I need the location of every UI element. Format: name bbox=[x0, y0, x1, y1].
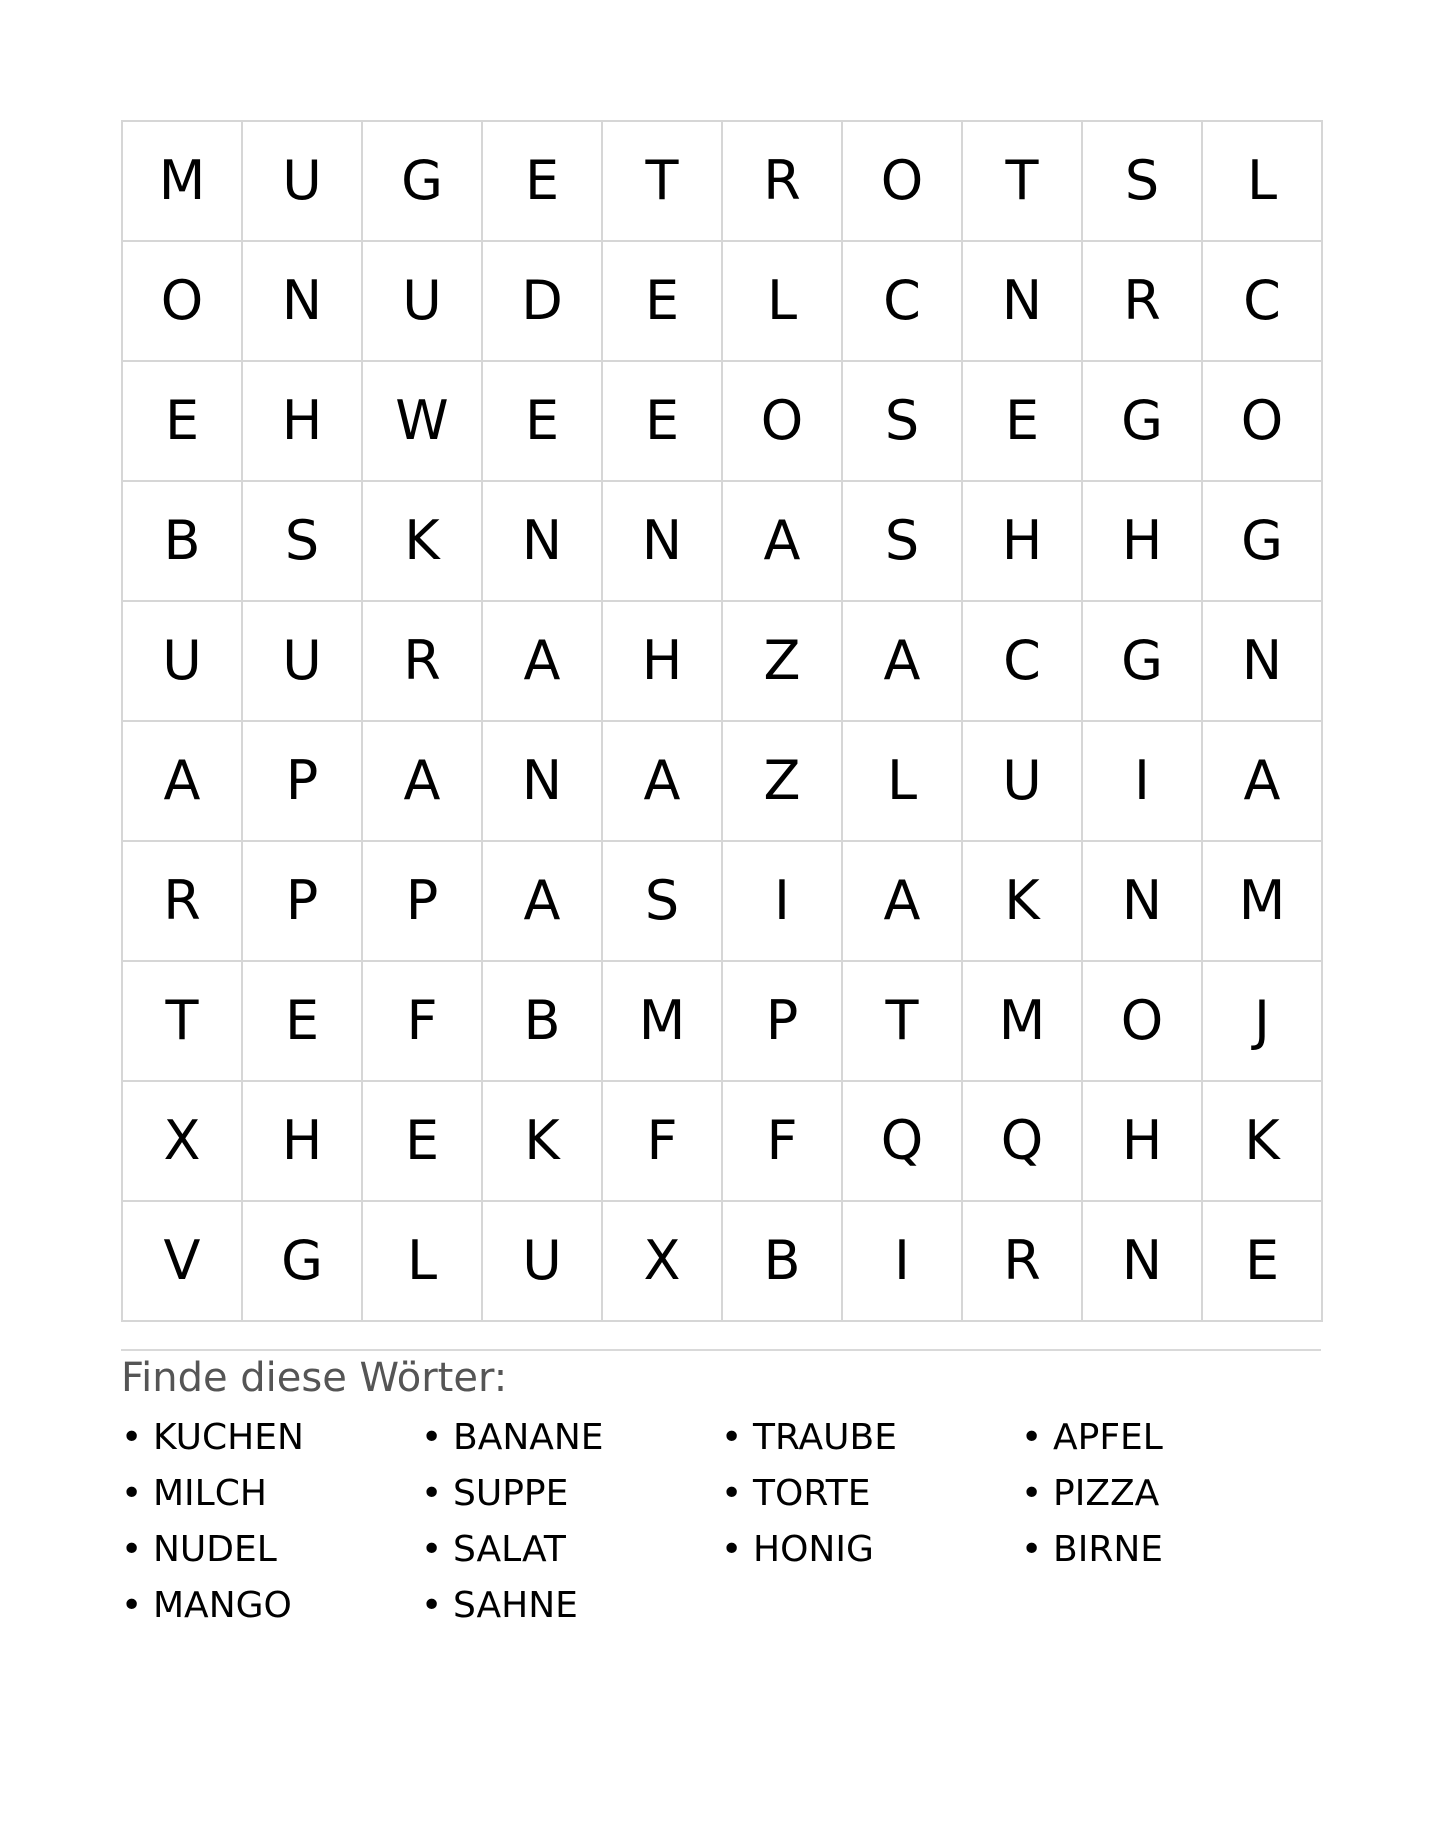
grid-cell[interactable]: L bbox=[1203, 122, 1323, 242]
word-list-item bbox=[121, 1410, 421, 1466]
word-list-item bbox=[721, 1466, 1021, 1522]
grid-cell[interactable]: K bbox=[1203, 1082, 1323, 1202]
grid-cell[interactable]: L bbox=[723, 242, 843, 362]
grid-cell[interactable]: U bbox=[243, 602, 363, 722]
grid-cell[interactable]: Q bbox=[963, 1082, 1083, 1202]
grid-cell[interactable]: M bbox=[123, 122, 243, 242]
grid-cell[interactable]: F bbox=[603, 1082, 723, 1202]
grid-cell[interactable]: N bbox=[603, 482, 723, 602]
word-label: NUDEL bbox=[153, 1529, 277, 1570]
word-list-item bbox=[421, 1578, 721, 1634]
grid-cell[interactable]: A bbox=[723, 482, 843, 602]
bullet-icon: • bbox=[121, 1417, 143, 1458]
grid-cell[interactable]: P bbox=[243, 722, 363, 842]
grid-cell[interactable]: F bbox=[363, 962, 483, 1082]
grid-cell[interactable]: A bbox=[363, 722, 483, 842]
grid-cell[interactable]: W bbox=[363, 362, 483, 482]
grid-cell[interactable]: E bbox=[1203, 1202, 1323, 1322]
grid-cell[interactable]: X bbox=[123, 1082, 243, 1202]
grid-cell[interactable]: O bbox=[1203, 362, 1323, 482]
bullet-icon: • bbox=[421, 1417, 443, 1458]
grid-cell[interactable]: P bbox=[363, 842, 483, 962]
grid-cell[interactable]: S bbox=[843, 482, 963, 602]
word-list-item bbox=[121, 1466, 421, 1522]
grid-cell[interactable]: Z bbox=[723, 602, 843, 722]
grid-cell[interactable]: N bbox=[1083, 842, 1203, 962]
grid-cell[interactable]: P bbox=[723, 962, 843, 1082]
grid-cell[interactable]: N bbox=[483, 482, 603, 602]
grid-cell[interactable]: N bbox=[243, 242, 363, 362]
grid-cell[interactable]: K bbox=[483, 1082, 603, 1202]
grid-cell[interactable]: A bbox=[843, 842, 963, 962]
bullet-icon: • bbox=[121, 1529, 143, 1570]
bullet-icon: • bbox=[1021, 1473, 1043, 1514]
grid-cell[interactable]: D bbox=[483, 242, 603, 362]
grid-cell[interactable]: B bbox=[123, 482, 243, 602]
grid-cell[interactable]: S bbox=[1083, 122, 1203, 242]
grid-cell[interactable]: J bbox=[1203, 962, 1323, 1082]
divider bbox=[121, 1349, 1321, 1351]
grid-cell[interactable]: O bbox=[723, 362, 843, 482]
grid-cell[interactable]: L bbox=[843, 722, 963, 842]
grid-cell[interactable]: T bbox=[843, 962, 963, 1082]
grid-cell[interactable]: T bbox=[603, 122, 723, 242]
bullet-icon: • bbox=[721, 1417, 743, 1458]
grid-cell[interactable]: E bbox=[243, 962, 363, 1082]
grid-cell[interactable]: R bbox=[963, 1202, 1083, 1322]
bullet-icon: • bbox=[121, 1585, 143, 1626]
grid-cell[interactable]: C bbox=[843, 242, 963, 362]
word-label: BANANE bbox=[453, 1417, 604, 1458]
grid-cell[interactable]: H bbox=[243, 362, 363, 482]
bullet-icon: • bbox=[1021, 1529, 1043, 1570]
grid-cell[interactable]: B bbox=[483, 962, 603, 1082]
bullet-icon: • bbox=[721, 1473, 743, 1514]
grid-cell[interactable]: M bbox=[963, 962, 1083, 1082]
word-list-item bbox=[721, 1410, 1021, 1466]
word-label: KUCHEN bbox=[153, 1417, 304, 1458]
grid-cell[interactable]: K bbox=[363, 482, 483, 602]
word-list-item bbox=[1021, 1522, 1321, 1578]
grid-cell[interactable]: C bbox=[963, 602, 1083, 722]
bullet-icon: • bbox=[721, 1529, 743, 1570]
grid-cell[interactable]: E bbox=[963, 362, 1083, 482]
grid-cell[interactable]: S bbox=[603, 842, 723, 962]
word-list-item bbox=[1021, 1410, 1321, 1466]
word-list-item bbox=[421, 1522, 721, 1578]
grid-cell[interactable]: H bbox=[243, 1082, 363, 1202]
bullet-icon: • bbox=[421, 1585, 443, 1626]
grid-cell[interactable]: P bbox=[243, 842, 363, 962]
grid-cell[interactable]: L bbox=[363, 1202, 483, 1322]
grid-cell[interactable]: E bbox=[603, 362, 723, 482]
grid-cell[interactable]: I bbox=[723, 842, 843, 962]
grid-cell[interactable]: F bbox=[723, 1082, 843, 1202]
grid-cell[interactable]: R bbox=[363, 602, 483, 722]
grid-cell[interactable]: G bbox=[1083, 602, 1203, 722]
grid-cell[interactable]: N bbox=[1083, 1202, 1203, 1322]
grid-cell[interactable]: O bbox=[123, 242, 243, 362]
word-list-item bbox=[721, 1522, 1021, 1578]
grid-cell[interactable]: I bbox=[843, 1202, 963, 1322]
grid-cell[interactable]: S bbox=[243, 482, 363, 602]
grid-cell[interactable]: T bbox=[963, 122, 1083, 242]
grid-cell[interactable]: U bbox=[123, 602, 243, 722]
grid-cell[interactable]: R bbox=[1083, 242, 1203, 362]
word-label: TRAUBE bbox=[753, 1417, 897, 1458]
grid-cell[interactable]: I bbox=[1083, 722, 1203, 842]
word-list-item bbox=[421, 1466, 721, 1522]
grid-cell[interactable]: E bbox=[363, 1082, 483, 1202]
grid-cell[interactable]: E bbox=[123, 362, 243, 482]
grid-cell[interactable]: E bbox=[483, 362, 603, 482]
bullet-icon: • bbox=[121, 1473, 143, 1514]
grid-cell[interactable]: H bbox=[1083, 1082, 1203, 1202]
grid-cell[interactable]: Q bbox=[843, 1082, 963, 1202]
word-list-item bbox=[1021, 1466, 1321, 1522]
grid-cell[interactable]: M bbox=[1203, 842, 1323, 962]
word-list-item bbox=[121, 1522, 421, 1578]
grid-cell[interactable]: N bbox=[963, 242, 1083, 362]
word-label: APFEL bbox=[1053, 1417, 1163, 1458]
letter-grid bbox=[121, 120, 1323, 1322]
grid-cell[interactable]: A bbox=[843, 602, 963, 722]
word-list bbox=[121, 1410, 1321, 1634]
grid-cell[interactable]: G bbox=[363, 122, 483, 242]
grid-cell[interactable]: N bbox=[1203, 602, 1323, 722]
grid-cell[interactable]: U bbox=[363, 242, 483, 362]
word-list-item bbox=[421, 1410, 721, 1466]
grid-cell[interactable]: S bbox=[843, 362, 963, 482]
grid-cell[interactable]: R bbox=[123, 842, 243, 962]
word-label: SUPPE bbox=[453, 1473, 569, 1514]
grid-cell[interactable]: T bbox=[123, 962, 243, 1082]
grid-cell[interactable]: G bbox=[243, 1202, 363, 1322]
grid-cell[interactable]: U bbox=[483, 1202, 603, 1322]
word-label: SALAT bbox=[453, 1529, 566, 1570]
word-label: MILCH bbox=[153, 1473, 267, 1514]
grid-cell[interactable]: X bbox=[603, 1202, 723, 1322]
word-list-item bbox=[121, 1578, 421, 1634]
grid-cell[interactable]: M bbox=[603, 962, 723, 1082]
grid-cell[interactable]: C bbox=[1203, 242, 1323, 362]
grid-cell[interactable]: U bbox=[243, 122, 363, 242]
grid-cell[interactable]: Z bbox=[723, 722, 843, 842]
grid-cell[interactable]: A bbox=[1203, 722, 1323, 842]
word-label: SAHNE bbox=[453, 1585, 578, 1626]
grid-cell[interactable]: R bbox=[723, 122, 843, 242]
bullet-icon: • bbox=[1021, 1417, 1043, 1458]
grid-cell[interactable]: G bbox=[1083, 362, 1203, 482]
grid-cell[interactable]: A bbox=[123, 722, 243, 842]
word-label: HONIG bbox=[753, 1529, 874, 1570]
word-label: TORTE bbox=[753, 1473, 871, 1514]
grid-cell[interactable]: E bbox=[483, 122, 603, 242]
grid-cell[interactable]: U bbox=[963, 722, 1083, 842]
word-label: MANGO bbox=[153, 1585, 292, 1626]
grid-cell[interactable]: O bbox=[843, 122, 963, 242]
word-label: PIZZA bbox=[1053, 1473, 1160, 1514]
grid-cell[interactable]: A bbox=[483, 842, 603, 962]
grid-cell[interactable]: G bbox=[1203, 482, 1323, 602]
grid-cell[interactable]: A bbox=[483, 602, 603, 722]
grid-cell[interactable]: H bbox=[1083, 482, 1203, 602]
bullet-icon: • bbox=[421, 1529, 443, 1570]
word-label: BIRNE bbox=[1053, 1529, 1164, 1570]
grid-cell[interactable]: E bbox=[603, 242, 723, 362]
grid-cell[interactable]: V bbox=[123, 1202, 243, 1322]
grid-cell[interactable]: A bbox=[603, 722, 723, 842]
grid-cell[interactable]: K bbox=[963, 842, 1083, 962]
grid-cell[interactable]: H bbox=[603, 602, 723, 722]
bullet-icon: • bbox=[421, 1473, 443, 1514]
grid-cell[interactable]: H bbox=[963, 482, 1083, 602]
word-list-heading: Finde diese Wörter: bbox=[121, 1355, 508, 1401]
grid-cell[interactable]: O bbox=[1083, 962, 1203, 1082]
grid-cell[interactable]: N bbox=[483, 722, 603, 842]
grid-cell[interactable]: B bbox=[723, 1202, 843, 1322]
